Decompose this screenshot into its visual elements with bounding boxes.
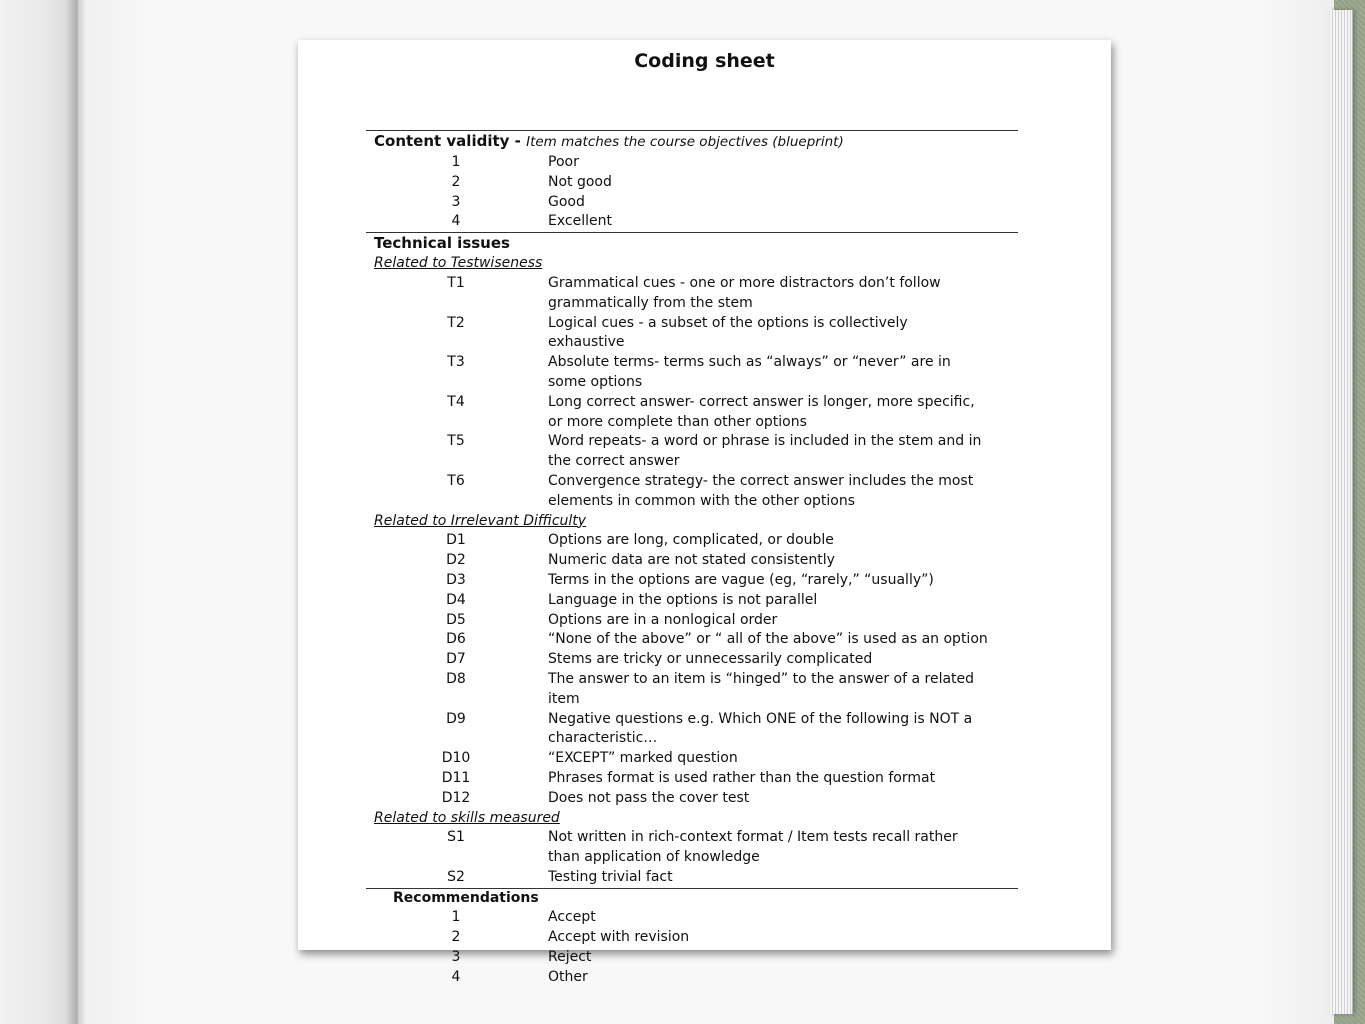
table-row xyxy=(366,531,1018,551)
table-row xyxy=(366,789,1018,809)
row-description: Not written in rich-context format / Item tests recall rather than application of knowledge xyxy=(548,829,958,866)
row-code: 2 xyxy=(451,929,461,946)
row-description: Accept xyxy=(548,909,596,926)
skills-rows xyxy=(366,828,1018,887)
row-code: T5 xyxy=(447,433,465,450)
row-description: Testing trivial fact xyxy=(548,868,673,885)
row-description: Other xyxy=(548,968,588,985)
page-edges xyxy=(1330,10,1353,1014)
row-code: S1 xyxy=(447,829,465,846)
row-description: Not good xyxy=(548,173,612,190)
table-row xyxy=(366,968,1018,988)
row-description: Word repeats- a word or phrase is included in the stem and in the correct answer xyxy=(548,433,982,470)
row-description: Grammatical cues - one or more distractors don’t follow grammatically from the stem xyxy=(548,274,941,311)
row-description: Terms in the options are vague (eg, “rarely,” “usually”) xyxy=(548,571,934,588)
row-code: D2 xyxy=(446,552,466,569)
table-row xyxy=(366,432,1018,472)
table-row xyxy=(366,591,1018,611)
table-row xyxy=(366,928,1018,948)
section-heading-technical: Technical issues xyxy=(374,234,510,253)
row-description: Reject xyxy=(548,949,592,966)
row-description: “None of the above” or “ all of the above” is used as an option xyxy=(548,631,988,648)
table-row xyxy=(366,274,1018,314)
content-validity-heading: Content validity - xyxy=(374,132,527,150)
row-description: Long correct answer- correct answer is longer, more specific, or more complete than other options xyxy=(548,393,975,430)
table-row xyxy=(366,611,1018,631)
row-code: 3 xyxy=(451,949,461,966)
row-code: T1 xyxy=(447,274,465,291)
table-row xyxy=(366,571,1018,591)
row-code: 1 xyxy=(451,154,461,170)
table-row xyxy=(366,630,1018,650)
section-heading-content-validity xyxy=(366,131,1018,153)
row-description: Poor xyxy=(548,154,579,170)
row-code: D4 xyxy=(446,591,466,608)
row-description: Logical cues - a subset of the options is collectively exhaustive xyxy=(548,314,908,351)
row-description: Phrases format is used rather than the question format xyxy=(548,769,936,786)
table-row xyxy=(366,173,1018,193)
subheading-testwiseness: Related to Testwiseness xyxy=(374,255,543,272)
row-code: D12 xyxy=(441,789,471,806)
row-description: Numeric data are not stated consistently xyxy=(548,552,835,569)
row-description: “EXCEPT” marked question xyxy=(548,750,738,767)
content-validity-rows xyxy=(366,153,1018,232)
table-row xyxy=(366,650,1018,670)
table-row xyxy=(366,472,1018,512)
row-description: Does not pass the cover test xyxy=(548,789,750,806)
row-code: D8 xyxy=(446,670,466,687)
row-code: D6 xyxy=(446,631,466,648)
table-row xyxy=(366,868,1018,888)
table-row xyxy=(366,551,1018,571)
row-description: Absolute terms- terms such as “always” or “never” are in some options xyxy=(548,354,951,390)
table-row xyxy=(366,153,1018,173)
table-row xyxy=(366,749,1018,769)
table-row xyxy=(366,393,1018,433)
row-code: 3 xyxy=(451,193,461,210)
row-code: D11 xyxy=(441,769,471,786)
table-row xyxy=(366,353,1018,393)
row-code: 2 xyxy=(451,173,461,190)
row-code: 4 xyxy=(451,968,461,985)
row-description: Options are in a nonlogical order xyxy=(548,611,778,628)
row-description: Language in the options is not parallel xyxy=(548,591,818,608)
row-code: T6 xyxy=(447,472,465,489)
table-row xyxy=(366,670,1018,710)
row-code: D5 xyxy=(446,611,466,628)
row-code: T4 xyxy=(447,393,465,410)
row-code: D7 xyxy=(446,651,466,668)
coding-sheet-document xyxy=(298,40,1111,985)
row-code: D1 xyxy=(446,532,466,549)
table-row xyxy=(366,314,1018,354)
testwiseness-rows xyxy=(366,274,1018,512)
row-description: Options are long, complicated, or double xyxy=(548,532,834,549)
table-row xyxy=(366,769,1018,789)
page-title: Coding sheet xyxy=(634,50,775,72)
row-code: D3 xyxy=(446,571,466,588)
irrelevant-difficulty-rows xyxy=(366,531,1018,808)
section-heading-recommendations: Recommendations xyxy=(393,889,539,906)
row-code: S2 xyxy=(447,868,465,885)
row-description: Convergence strategy- the correct answer includes the most elements in common with the other options xyxy=(548,472,974,509)
coding-table xyxy=(366,130,1018,988)
table-row xyxy=(366,193,1018,213)
row-code: T2 xyxy=(447,314,465,331)
row-description: The answer to an item is “hinged” to the answer of a related item xyxy=(548,670,975,707)
subheading-irrelevant-difficulty: Related to Irrelevant Difficulty xyxy=(374,512,587,529)
table-row xyxy=(366,212,1018,232)
row-code: 4 xyxy=(451,213,461,230)
row-code: D10 xyxy=(441,750,471,767)
table-row xyxy=(366,710,1018,750)
row-description: Stems are tricky or unnecessarily complicated xyxy=(548,651,873,668)
row-code: 1 xyxy=(451,909,461,926)
table-row xyxy=(366,908,1018,928)
row-code: T3 xyxy=(447,354,465,371)
table-row xyxy=(366,948,1018,968)
row-description: Accept with revision xyxy=(548,929,690,946)
row-description: Negative questions e.g. Which ONE of the following is NOT a characteristic… xyxy=(548,710,973,747)
book-spine xyxy=(66,0,86,1024)
recommendation-rows xyxy=(366,908,1018,987)
row-description: Good xyxy=(548,193,585,210)
row-description: Excellent xyxy=(548,213,612,230)
row-code: D9 xyxy=(446,710,466,727)
content-validity-subtitle: Item matches the course objectives (blueprint) xyxy=(526,134,844,150)
table-row xyxy=(366,828,1018,868)
subheading-skills: Related to skills measured xyxy=(374,809,560,826)
